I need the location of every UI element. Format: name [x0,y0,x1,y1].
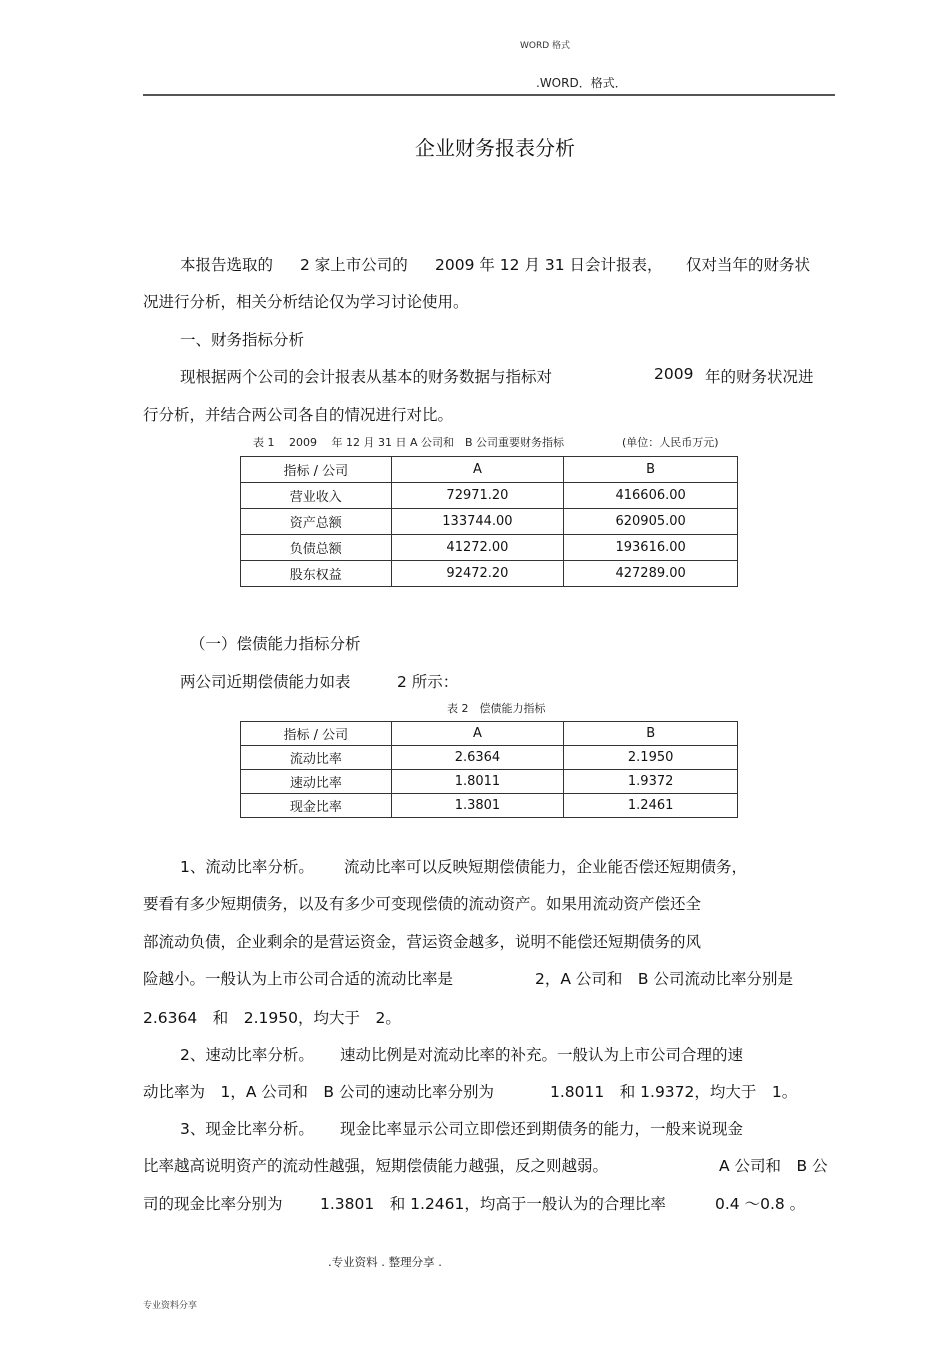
para2-text-2: 行分析，并结合两公司各自的情况进行对比。 [143,406,454,424]
table-header-cell: 指标 / 公司 [241,457,392,483]
analysis3-text-3a: 司的现金比率分别为 [143,1195,283,1213]
table-cell: 427289.00 [564,561,738,587]
table-cell: 负债总额 [241,535,392,561]
analysis1-text-4b: 2，A 公司和 B 公司流动比率分别是 [535,970,793,988]
table-cell: 193616.00 [564,535,738,561]
analysis1-text-2: 要看有多少短期债务，以及有多少可变现偿债的流动资产。如果用流动资产偿还全 [143,895,702,913]
table-cell: 1.9372 [564,770,738,794]
footer-corner-text: 专业资料分享 [143,1301,198,1311]
table-financial-indicators [240,456,738,587]
document-title: 企业财务报表分析 [415,136,575,160]
table-cell: 股东权益 [241,561,392,587]
intro-text-2: 况进行分析，相关分析结论仅为学习讨论使用。 [143,293,469,311]
analysis1-text-4a: 险越小。一般认为上市公司合适的流动比率是 [143,970,454,988]
analysis3-text-1b: 现金比率显示公司立即偿还到期债务的能力，一般来说现金 [340,1120,744,1138]
table-cell: 416606.00 [564,483,738,509]
table-cell: 72971.20 [391,483,564,509]
table-row [241,770,738,794]
para3-text-b: 2 所示： [397,673,459,691]
table-row [241,509,738,535]
table-header-cell: 指标 / 公司 [241,722,392,746]
table-cell: 资产总额 [241,509,392,535]
table-header-row [241,722,738,746]
intro-text-1d: 仅对当年的财务状 [686,256,811,274]
table-header-cell: B [564,457,738,483]
table-solvency-indicators [240,721,738,818]
para3-text-a: 两公司近期偿债能力如表 [180,673,351,691]
table-row [241,483,738,509]
para2-text-1b: 2009 [654,365,694,383]
table-row [241,561,738,587]
section-heading-financial: 一、财务指标分析 [180,331,305,349]
para2-text-1a: 现根据两个公司的会计报表从基本的财务数据与指标对 [180,368,553,386]
analysis1-text-5: 2.6364 和 2.1950，均大于 2。 [143,1009,401,1027]
table-cell: 1.3801 [391,794,564,818]
analysis2-text-2a: 动比率为 1，A 公司和 B 公司的速动比率分别为 [143,1083,494,1101]
table-header-row [241,457,738,483]
table-cell: 1.8011 [391,770,564,794]
table-header-cell: A [391,457,564,483]
table-row [241,794,738,818]
analysis1-text-1a: 1、流动比率分析。 [180,858,314,876]
table-cell: 现金比率 [241,794,392,818]
analysis3-text-2a: 比率越高说明资产的流动性越强，短期偿债能力越强，反之则越弱。 [143,1157,609,1175]
table-cell: 1.2461 [564,794,738,818]
table-header-cell: A [391,722,564,746]
intro-text-1c: 2009 年 12 月 31 日会计报表， [435,256,663,274]
analysis3-text-1a: 3、现金比率分析。 [180,1120,314,1138]
table-cell: 133744.00 [391,509,564,535]
table-row [241,535,738,561]
table-cell: 速动比率 [241,770,392,794]
table1-caption: 表 1 2009 年 12 月 31 日 A 公司和 B 公司重要财务指标 [253,436,565,449]
table-cell: 营业收入 [241,483,392,509]
footer-watermark: .专业资料 . 整理分享 . [328,1255,442,1269]
table-row [241,746,738,770]
table-cell: 620905.00 [564,509,738,535]
table-cell: 2.6364 [391,746,564,770]
intro-text-1a: 本报告选取的 [180,256,274,274]
analysis2-text-2b: 1.8011 和 1.9372，均大于 1。 [550,1083,798,1101]
analysis3-text-2b: A 公司和 B 公 [719,1157,828,1175]
para2-text-1c: 年的财务状况进 [705,368,814,386]
intro-text-1b: 2 家上市公司的 [300,256,408,274]
table2-caption: 表 2 偿债能力指标 [447,702,546,715]
analysis2-text-1a: 2、速动比率分析。 [180,1046,314,1064]
table-cell: 2.1950 [564,746,738,770]
table-cell: 流动比率 [241,746,392,770]
table-cell: 41272.00 [391,535,564,561]
header-rule [143,94,835,96]
subsection-heading-solvency: （一）偿债能力指标分析 [190,635,361,653]
analysis1-text-1b: 流动比率可以反映短期偿债能力，企业能否偿还短期债务， [344,858,748,876]
analysis2-text-1b: 速动比例是对流动比率的补充。一般认为上市公司合理的速 [340,1046,744,1064]
header-watermark: .WORD．格式． [536,76,627,90]
table-cell: 92472.20 [391,561,564,587]
analysis1-text-3: 部流动负债，企业剩余的是营运资金，营运资金越多，说明不能偿还短期债务的风 [143,933,702,951]
table1-unit: (单位：人民币万元) [622,436,719,449]
header-watermark-small: WORD 格式 [520,41,571,51]
analysis3-text-3b: 1.3801 和 1.2461，均高于一般认为的合理比率 [320,1195,666,1213]
table-header-cell: B [564,722,738,746]
analysis3-text-3c: 0.4 ～0.8 。 [715,1195,806,1213]
